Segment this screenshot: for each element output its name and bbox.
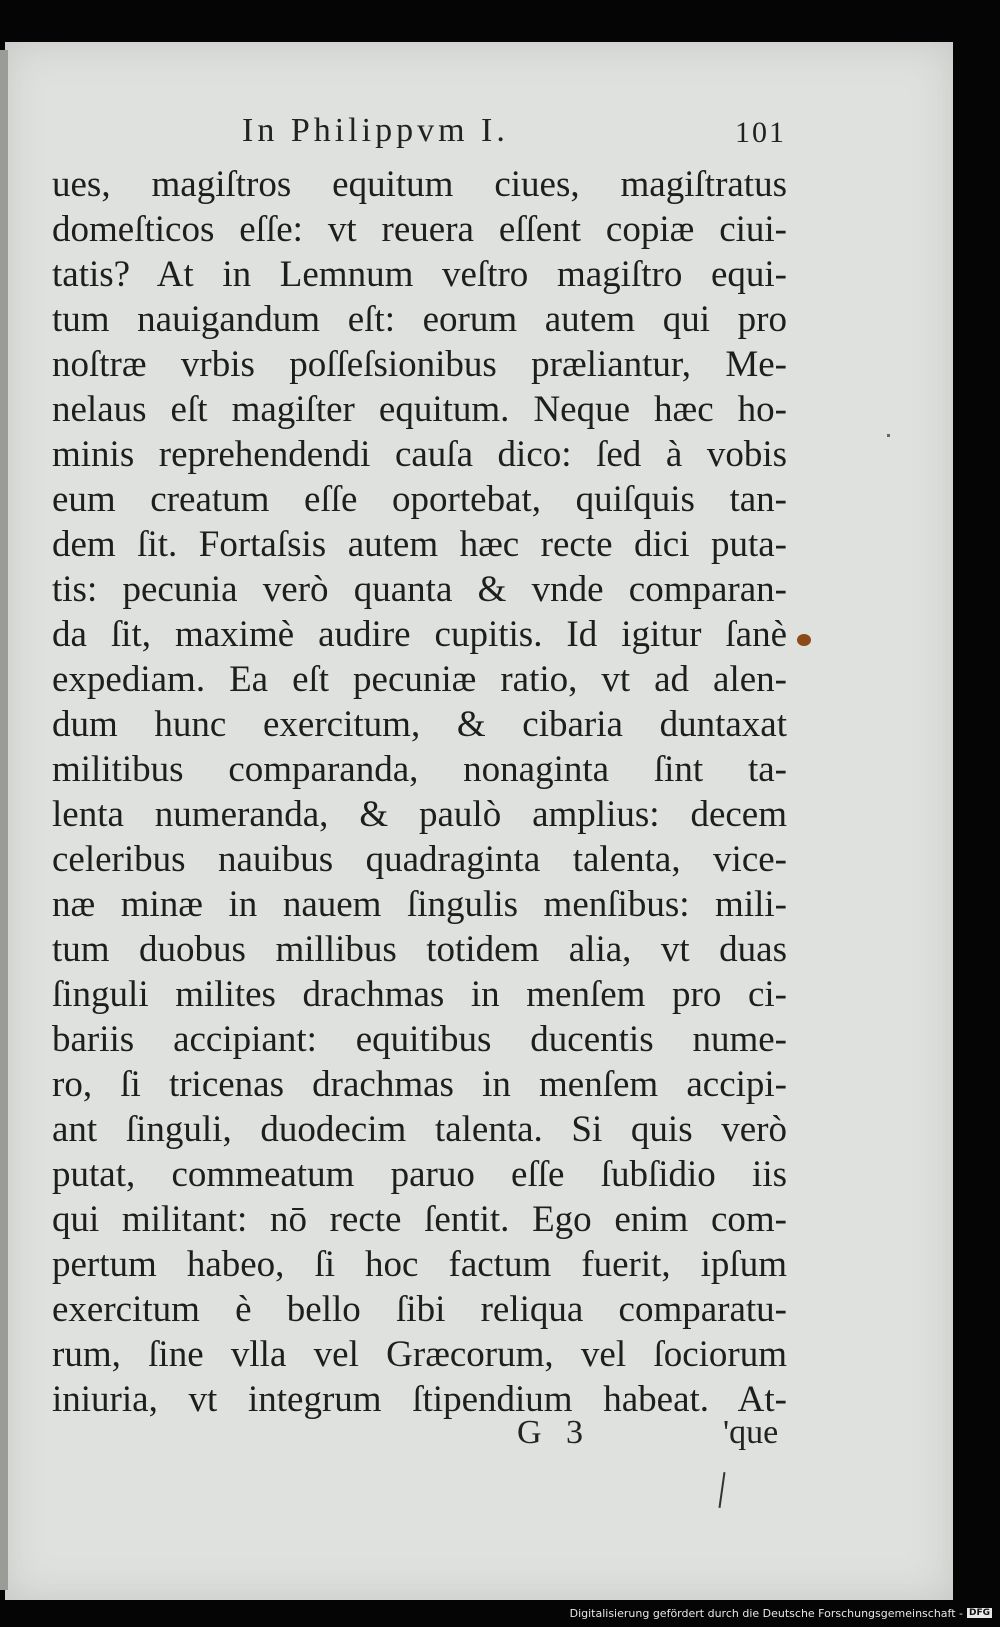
text-line: putat, commeatum paruo eſſe ſubſidio iis — [52, 1154, 787, 1195]
text-line: eum creatum eſſe oportebat, quiſquis tan- — [52, 479, 787, 520]
credit-text: Digitalisierung gefördert durch die Deutsche Forschungsgemeinschaft - — [569, 1606, 963, 1620]
text-line: pertum habeo, ſi hoc factum fuerit, ipſum — [52, 1244, 787, 1285]
text-line: iniuria, vt integrum ſtipendium habeat. At- — [52, 1379, 787, 1420]
ink-stain — [797, 634, 811, 646]
text-line: exercitum è bello ſibi reliqua comparatu- — [52, 1289, 787, 1330]
page-footer — [5, 1414, 953, 1456]
page-number: 101 — [735, 116, 786, 149]
text-line: ant ſinguli, duodecim talenta. Si quis verò — [52, 1109, 787, 1150]
body-text — [52, 162, 787, 1422]
text-line: dum hunc exercitum, & cibaria duntaxat — [52, 704, 787, 745]
text-line: rum, ſine vlla vel Græcorum, vel ſociorum — [52, 1334, 787, 1375]
running-header — [5, 112, 953, 152]
text-line: noſtræ vrbis poſſeſsionibus præliantur, Me- — [52, 344, 787, 385]
speck-mark — [887, 434, 890, 437]
catchword: 'que — [723, 1414, 779, 1451]
text-line: næ minæ in nauem ſingulis menſibus: mili- — [52, 884, 787, 925]
text-line: tatis? At in Lemnum veſtro magiſtro equi- — [52, 254, 787, 295]
digitization-credit — [570, 1605, 992, 1621]
text-line: ues, magiſtros equitum ciues, magiſtratus — [52, 164, 787, 205]
text-line: tum nauigandum eſt: eorum autem qui pro — [52, 299, 787, 340]
text-line: qui militant: nō recte ſentit. Ego enim com- — [52, 1199, 787, 1240]
text-line: dem ſit. Fortaſsis autem hæc recte dici puta- — [52, 524, 787, 565]
text-line: militibus comparanda, nonaginta ſint ta- — [52, 749, 787, 790]
text-line: domeſticos eſſe: vt reuera eſſent copiæ ciui- — [52, 209, 787, 250]
book-page — [5, 42, 953, 1600]
text-line: minis reprehendendi cauſa dico: ſed à vobis — [52, 434, 787, 475]
text-line: da ſit, maximè audire cupitis. Id igitur ſanè — [52, 614, 787, 655]
text-line: ſinguli milites drachmas in menſem pro ci- — [52, 974, 787, 1015]
dfg-logo: DFG — [968, 1608, 990, 1618]
text-line: nelaus eſt magiſter equitum. Neque hæc ho- — [52, 389, 787, 430]
running-title: In Philippvm I. — [242, 112, 509, 149]
text-line: lenta numeranda, & paulò amplius: decem — [52, 794, 787, 835]
text-line: bariis accipiant: equitibus ducentis nume- — [52, 1019, 787, 1060]
text-line: tum duobus millibus totidem alia, vt duas — [52, 929, 787, 970]
text-line: ro, ſi tricenas drachmas in menſem accipi- — [52, 1064, 787, 1105]
text-line: expediam. Ea eſt pecuniæ ratio, vt ad alen- — [52, 659, 787, 700]
signature-mark: G 3 — [517, 1414, 592, 1451]
text-line: tis: pecunia verò quanta & vnde comparan- — [52, 569, 787, 610]
pen-stroke-mark — [719, 1472, 726, 1508]
text-line: celeribus nauibus quadraginta talenta, vice- — [52, 839, 787, 880]
